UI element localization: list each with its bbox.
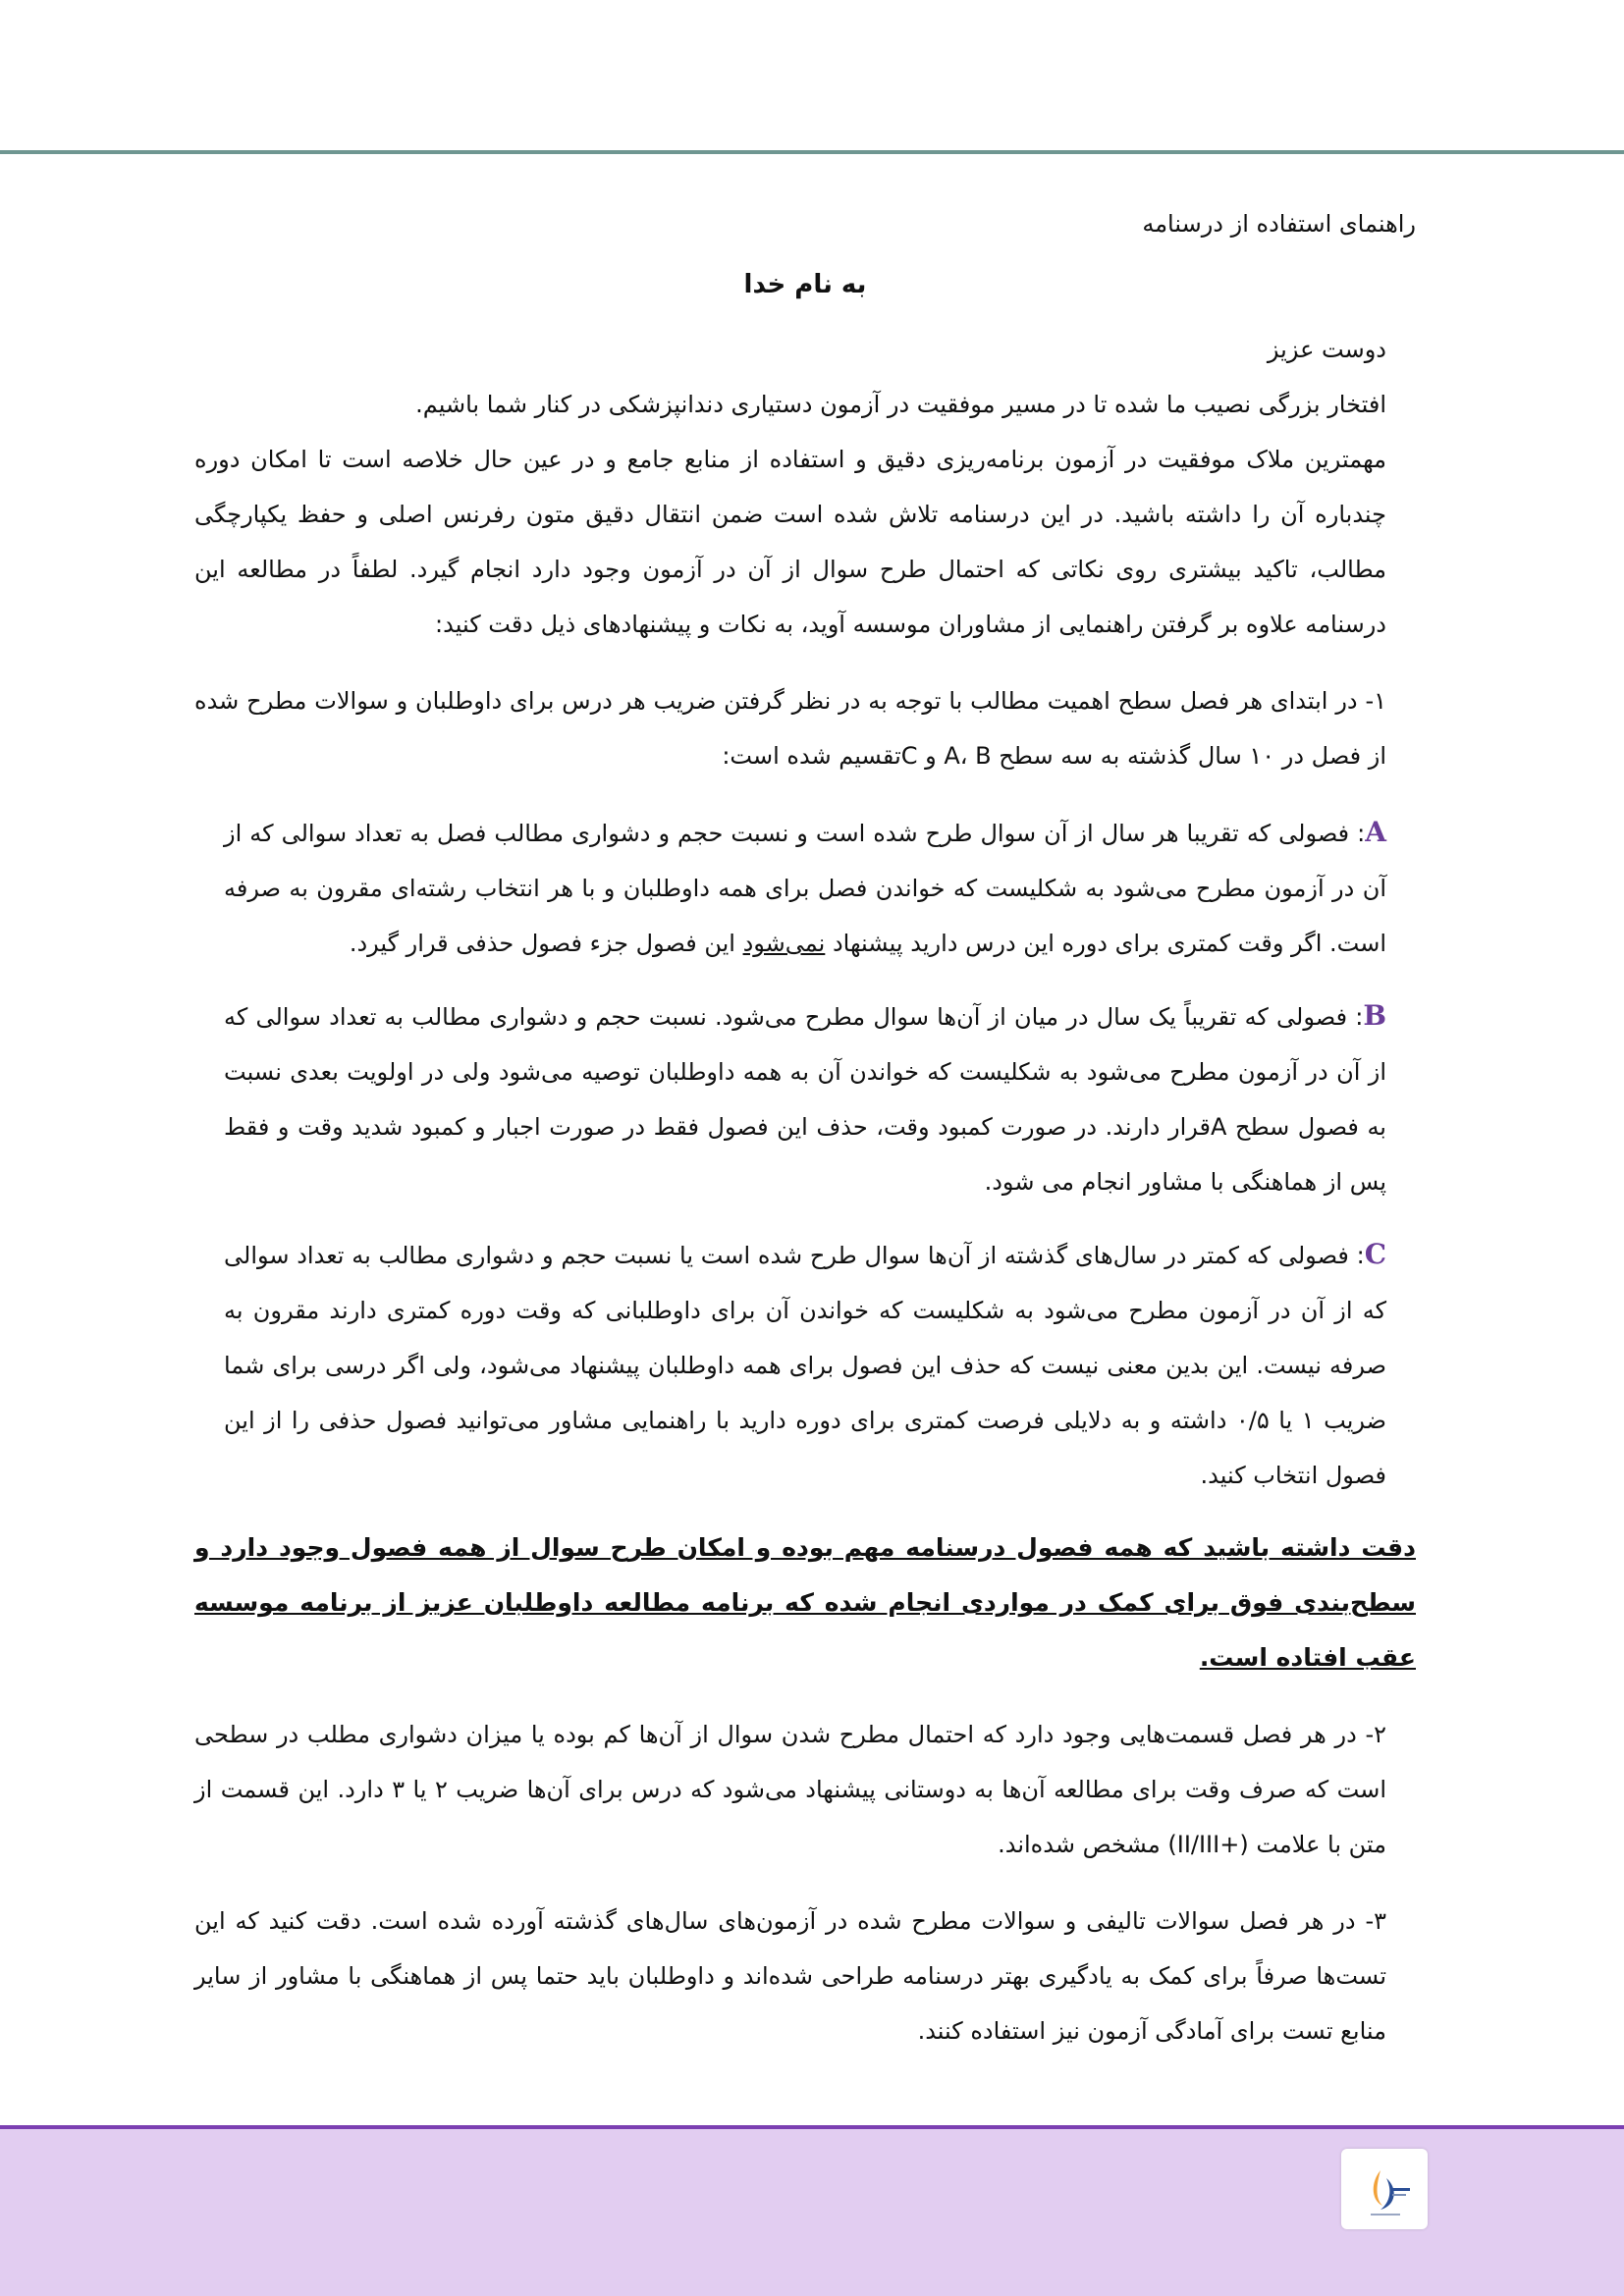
avid-logo-icon: [1341, 2149, 1428, 2229]
page-title: به نام خدا: [743, 270, 867, 299]
point-2: ۲- در هر فصل قسمت‌هایی وجود دارد که احتمال مطرح شدن سوال از آن‌ها کم بوده یا میزان دشواری مطلب در سطحی است که صرف وقت برای مطالعه آن‌ها به دوستانی پیشنهاد می‌شود که درس برای آن‌ها ضریب ۲ یا ۳ دارد. این قسمت از متن با علامت (+II/III) مشخص شده‌اند.: [194, 1721, 1387, 1858]
level-letter: C: [1364, 1238, 1386, 1270]
document-body: [194, 196, 1416, 2058]
level-text-underlined: نمی‌شود: [742, 930, 826, 957]
header-rule: [0, 150, 1624, 154]
level-text: : فصولی که تقریبا هر سال از آن سوال طرح شده است و نسبت حجم و دشواری مطالب فصل به تعداد سوالی که از آن در آزمون مطرح می‌شود به شکلیست که خواندن فصل برای همه داوطلبان و با هر انتخاب رشته‌ای مقرون به صرفه است. اگر وقت کمتری برای دوره این درس دارید پیشنهاد: [224, 820, 1386, 957]
level-text: : فصولی که کمتر در سال‌های گذشته از آن‌ها سوال طرح شده است یا نسبت حجم و دشواری مطالب به تعداد سوالی که از آن در آزمون مطرح می‌شود به شکلیست که خواندن آن برای داوطلبانی که وقت دوره کمتری دارند مقرون به صرفه نیست. این بدین معنی نیست که حذف این فصول برای همه داوطلبان پیشنهاد می‌شود، ولی اگر درسی برای شما ضریب ۱ یا ۰/۵ داشته و به دلایلی فرصت کمتری برای دوره دارید با راهنمایی مشاور می‌توانید فصول حذفی را از این فصول انتخاب کنید.: [224, 1242, 1387, 1489]
intro-paragraph-1: افتخار بزرگی نصیب ما شده تا در مسیر موفقیت در آزمون دستیاری دندانپزشکی در کنار شما باشیم.: [415, 391, 1386, 418]
point-1: ۱- در ابتدای هر فصل سطح اهمیت مطالب با توجه به در نظر گرفتن ضریب هر درس برای داوطلبان و سوالات مطرح شده از فصل در ۱۰ سال گذشته به سه سطح A، B و Cتقسیم شده است:: [194, 687, 1386, 770]
level-text: : فصولی که تقریباً یک سال در میان از آن‌ها سوال مطرح می‌شود. نسبت حجم و دشواری مطالب به تعداد سوالی که از آن در آزمون مطرح می‌شود به شکلیست که خواندن آن به همه داوطلبان توصیه می‌شود ولی در اولویت بعدی نسبت به فصول سطح Aقرار دارند. در صورت کمبود وقت، حذف این فصول فقط در صورت اجبار و کمبود شدید وقت و فقط پس از هماهنگی با مشاور انجام می شود.: [224, 1003, 1386, 1196]
level-text-end: این فصول جزء فصول حذفی قرار گیرد.: [349, 930, 743, 957]
level-letter: A: [1365, 816, 1386, 848]
point-3: ۳- در هر فصل سوالات تالیفی و سوالات مطرح شده در آزمون‌های سال‌های گذشته آورده شده است. دقت کنید که این تست‌ها صرفاً برای کمک به یادگیری بهتر درسنامه طراحی شده‌اند و داوطلبان باید حتما پس از هماهنگی با مشاور از سایر منابع تست برای آمادگی آزمون نیز استفاده کنند.: [194, 1907, 1386, 2045]
important-note: دقت داشته باشید که همه فصول درسنامه مهم بوده و امکان طرح سوال از همه فصول وجود دارد و سطح‌بندی فوق برای کمک در مواردی انجام شده که برنامه مطالعه داوطلبان عزیز از برنامه موسسه عقب افتاده است.: [194, 1533, 1416, 1672]
level-letter: B: [1363, 999, 1386, 1032]
level-c-description: [194, 1227, 1416, 1503]
intro-paragraph-2: مهمترین ملاک موفقیت در آزمون برنامه‌ریزی دقیق و استفاده از منابع جامع و در عین حال خلاصه است تا امکان دوره چندباره آن را داشته باشید. در این درسنامه تلاش شده است ضمن انتقال دقیق متون رفرنس اصلی و حفظ یکپارچگی مطالب، تاکید بیشتری روی نکاتی که احتمال طرح سوال از آن در آزمون وجود دارد انجام گیرد. لطفاً در مطالعه این درسنامه علاوه بر گرفتن راهنمایی از مشاوران موسسه آوید، به نکات و پیشنهادهای ذیل دقت کنید:: [194, 446, 1386, 638]
level-a-description: [194, 805, 1416, 971]
greeting: دوست عزیز: [1267, 336, 1386, 363]
document-label: راهنمای استفاده از درسنامه: [1142, 210, 1416, 238]
level-b-description: [194, 988, 1416, 1209]
